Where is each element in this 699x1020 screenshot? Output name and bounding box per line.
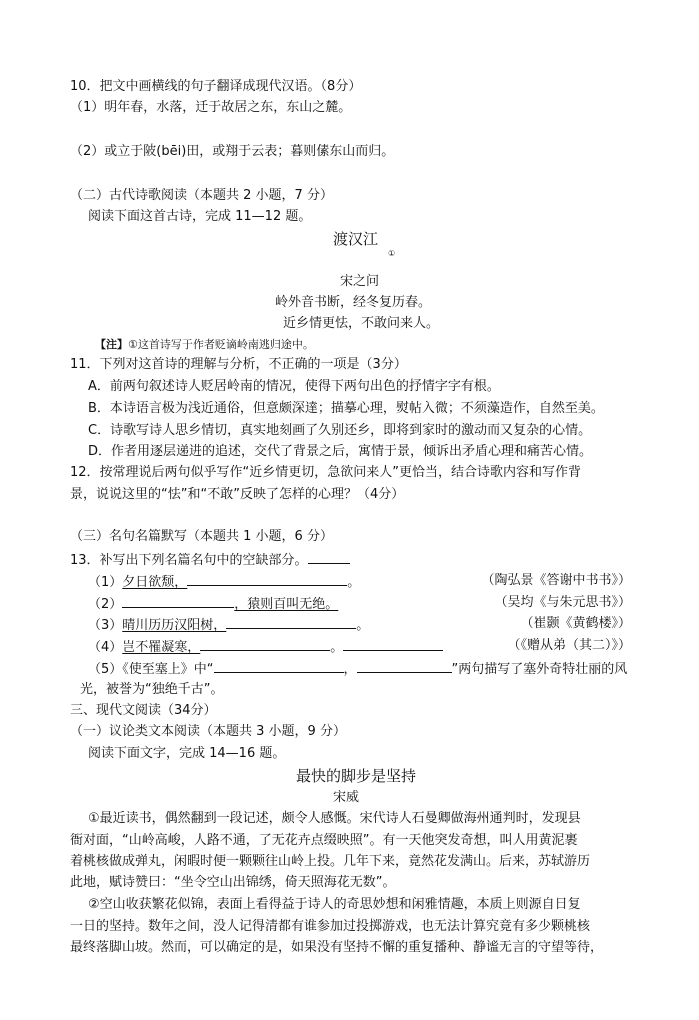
q13-item-3-number: （3）	[88, 618, 123, 633]
q13-stem-underline	[308, 550, 350, 564]
q11-option-d: D．作者用逐层递进的追述，交代了背景之后，寓情于景，倾诉出矛盾心理和痛苦心情。	[88, 444, 593, 459]
q13-item-4	[88, 637, 443, 657]
q13-item-2-number: （2）	[88, 597, 123, 612]
q13-item-2-text: ，猿则百叫无绝。	[234, 597, 339, 612]
q13-item-5	[88, 659, 627, 679]
q13-item-5-end: ”两句描写了塞外奇特壮丽的风	[451, 662, 628, 677]
q13-item-3-text: 晴川历历汉阳树，	[122, 618, 227, 633]
part-3-intro: 阅读下面文字，完成 14—16 题。	[88, 746, 286, 761]
poem-line-1: 岭外音书断，经冬复历春。	[275, 295, 432, 310]
q13-item-4-mid: 。	[330, 640, 344, 655]
section-2-intro: 阅读下面这首古诗，完成 11—12 题。	[88, 209, 312, 224]
poem-author: 宋之问	[340, 274, 380, 289]
section-3-heading: （三）名句名篇默写（本题共 1 小题，6 分）	[70, 529, 333, 544]
q10-sentence-1: （1）明年春，水落，迁于故居之东，东山之麓。	[70, 100, 352, 115]
article-paragraph-2-line-1: ②空山收获繁花似锦，表面上看得益于诗人的奇思妙想和闲雅情趣，本质上则源自日复	[88, 897, 581, 912]
article-paragraph-1-line-4: 此地，赋诗赞曰：“坐令空山出锦绣，倚天照海花无数”。	[70, 875, 396, 890]
q11-option-a: A．前两句叙述诗人贬居岭南的情况，使得下两句出色的抒情字字有根。	[88, 379, 500, 394]
q13-item-4-source: （《赠从弟（其二）》）	[507, 638, 631, 653]
q13-item-4-text: 岂不罹凝寒，	[122, 640, 201, 655]
q13-stem-text: 13．补写出下列名篇名句中的空缺部分。	[70, 553, 308, 568]
q13-item-1-end: 。	[347, 575, 361, 590]
q13-item-1-text: 夕日欲颓，	[122, 575, 188, 590]
q11-stem: 11．下列对这首诗的理解与分析，不正确的一项是（3分）	[70, 357, 407, 372]
q13-item-4-number: （4）	[88, 640, 123, 655]
article-paragraph-2-line-3: 最终落脚山坡。然而，可以确定的是，如果没有坚持不懈的重复播种、静谧无言的守望等待，	[70, 940, 604, 955]
q13-item-5-blank-1[interactable]	[214, 659, 344, 673]
q13-item-4-blank-2[interactable]	[343, 637, 443, 651]
part-3-heading: 三、现代文阅读（34分）	[70, 703, 217, 718]
q13-item-3-blank[interactable]	[226, 615, 356, 629]
q13-item-5-blank-2[interactable]	[357, 659, 452, 673]
poem-note	[95, 337, 314, 353]
poem-line-2: 近乡情更怯，不敢问来人。	[283, 316, 440, 331]
q12-line-1: 12．按常理说后两句似乎写作“近乡情更切，急欲问来人”更恰当，结合诗歌内容和写作背	[70, 465, 582, 480]
article-paragraph-2-line-2: 一日的坚持。数年之间，没人记得清都有谁参加过投掷游戏，也无法计算究竟有多少颗桃核	[70, 919, 591, 934]
q13-item-5-comma: ，	[343, 662, 357, 677]
article-title: 最快的脚步是坚持	[296, 767, 417, 785]
poem-title-footnote-mark: ①	[388, 249, 396, 258]
q13-item-1-source: （陶弘景《答谢中书书》）	[481, 573, 631, 588]
q13-item-3-end: 。	[356, 618, 370, 633]
article-author: 宋威	[333, 790, 360, 805]
q10-stem: 10．把文中画横线的句子翻译成现代汉语。（8分）	[70, 79, 362, 94]
q13-item-5-text: 《使至塞上》中“	[122, 662, 214, 677]
q13-item-1-number: （1）	[88, 575, 123, 590]
q13-item-5-continued: 光，被誉为“独绝千古”。	[80, 682, 224, 697]
q13-item-1	[88, 572, 360, 592]
article-paragraph-1-line-2: 衙对面，“山岭高峻，人路不通，了无花卉点缀映照”。有一天他突发奇想，叫人用黄泥裹	[70, 833, 578, 848]
article-paragraph-1-line-1: ①最近读书，偶然翻到一段记述，颇令人感慨。宋代诗人石曼卿做海州通判时，发现县	[88, 811, 581, 826]
q13-item-2	[88, 594, 338, 614]
q13-stem	[70, 550, 350, 570]
part-3-sub-heading: （一）议论类文本阅读（本题共 3 小题，9 分）	[70, 724, 346, 739]
poem-title: 渡汉江	[333, 230, 379, 248]
q13-item-1-blank[interactable]	[187, 572, 347, 586]
poem-note-text: ①这首诗写于作者贬谪岭南逃归途中。	[128, 338, 314, 351]
q11-option-c: C．诗歌写诗人思乡情切，真实地刻画了久别还乡，即将到家时的激动而又复杂的心情。	[88, 423, 592, 438]
q13-item-3-source: （崔颢《黄鹤楼》）	[520, 616, 631, 631]
q13-item-5-number: （5）	[88, 662, 123, 677]
section-2-heading: （二）古代诗歌阅读（本题共 2 小题，7 分）	[70, 188, 333, 203]
q13-item-2-source: （吴均《与朱元思书》）	[494, 595, 631, 610]
article-paragraph-1-line-3: 着桃核做成弹丸，闲暇时便一颗颗往山岭上投。几年下来，竟然花发满山。后来，苏轼游历	[70, 854, 591, 869]
q12-line-2: 景，说说这里的“怯”和“不敢”反映了怎样的心理？（4分）	[70, 487, 405, 502]
q13-item-4-blank-1[interactable]	[200, 637, 330, 651]
poem-note-label: 【注】	[95, 338, 128, 351]
q11-option-b: B．本诗语言极为浅近通俗，但意颇深達；描摹心理，熨帖入微；不须藻造作，自然至美。	[88, 401, 604, 416]
q10-sentence-2: （2）或立于陂(bēi)田，或翔于云表；暮则傃东山而归。	[70, 144, 395, 159]
q13-item-2-blank[interactable]	[122, 594, 234, 608]
q13-item-3	[88, 615, 369, 635]
